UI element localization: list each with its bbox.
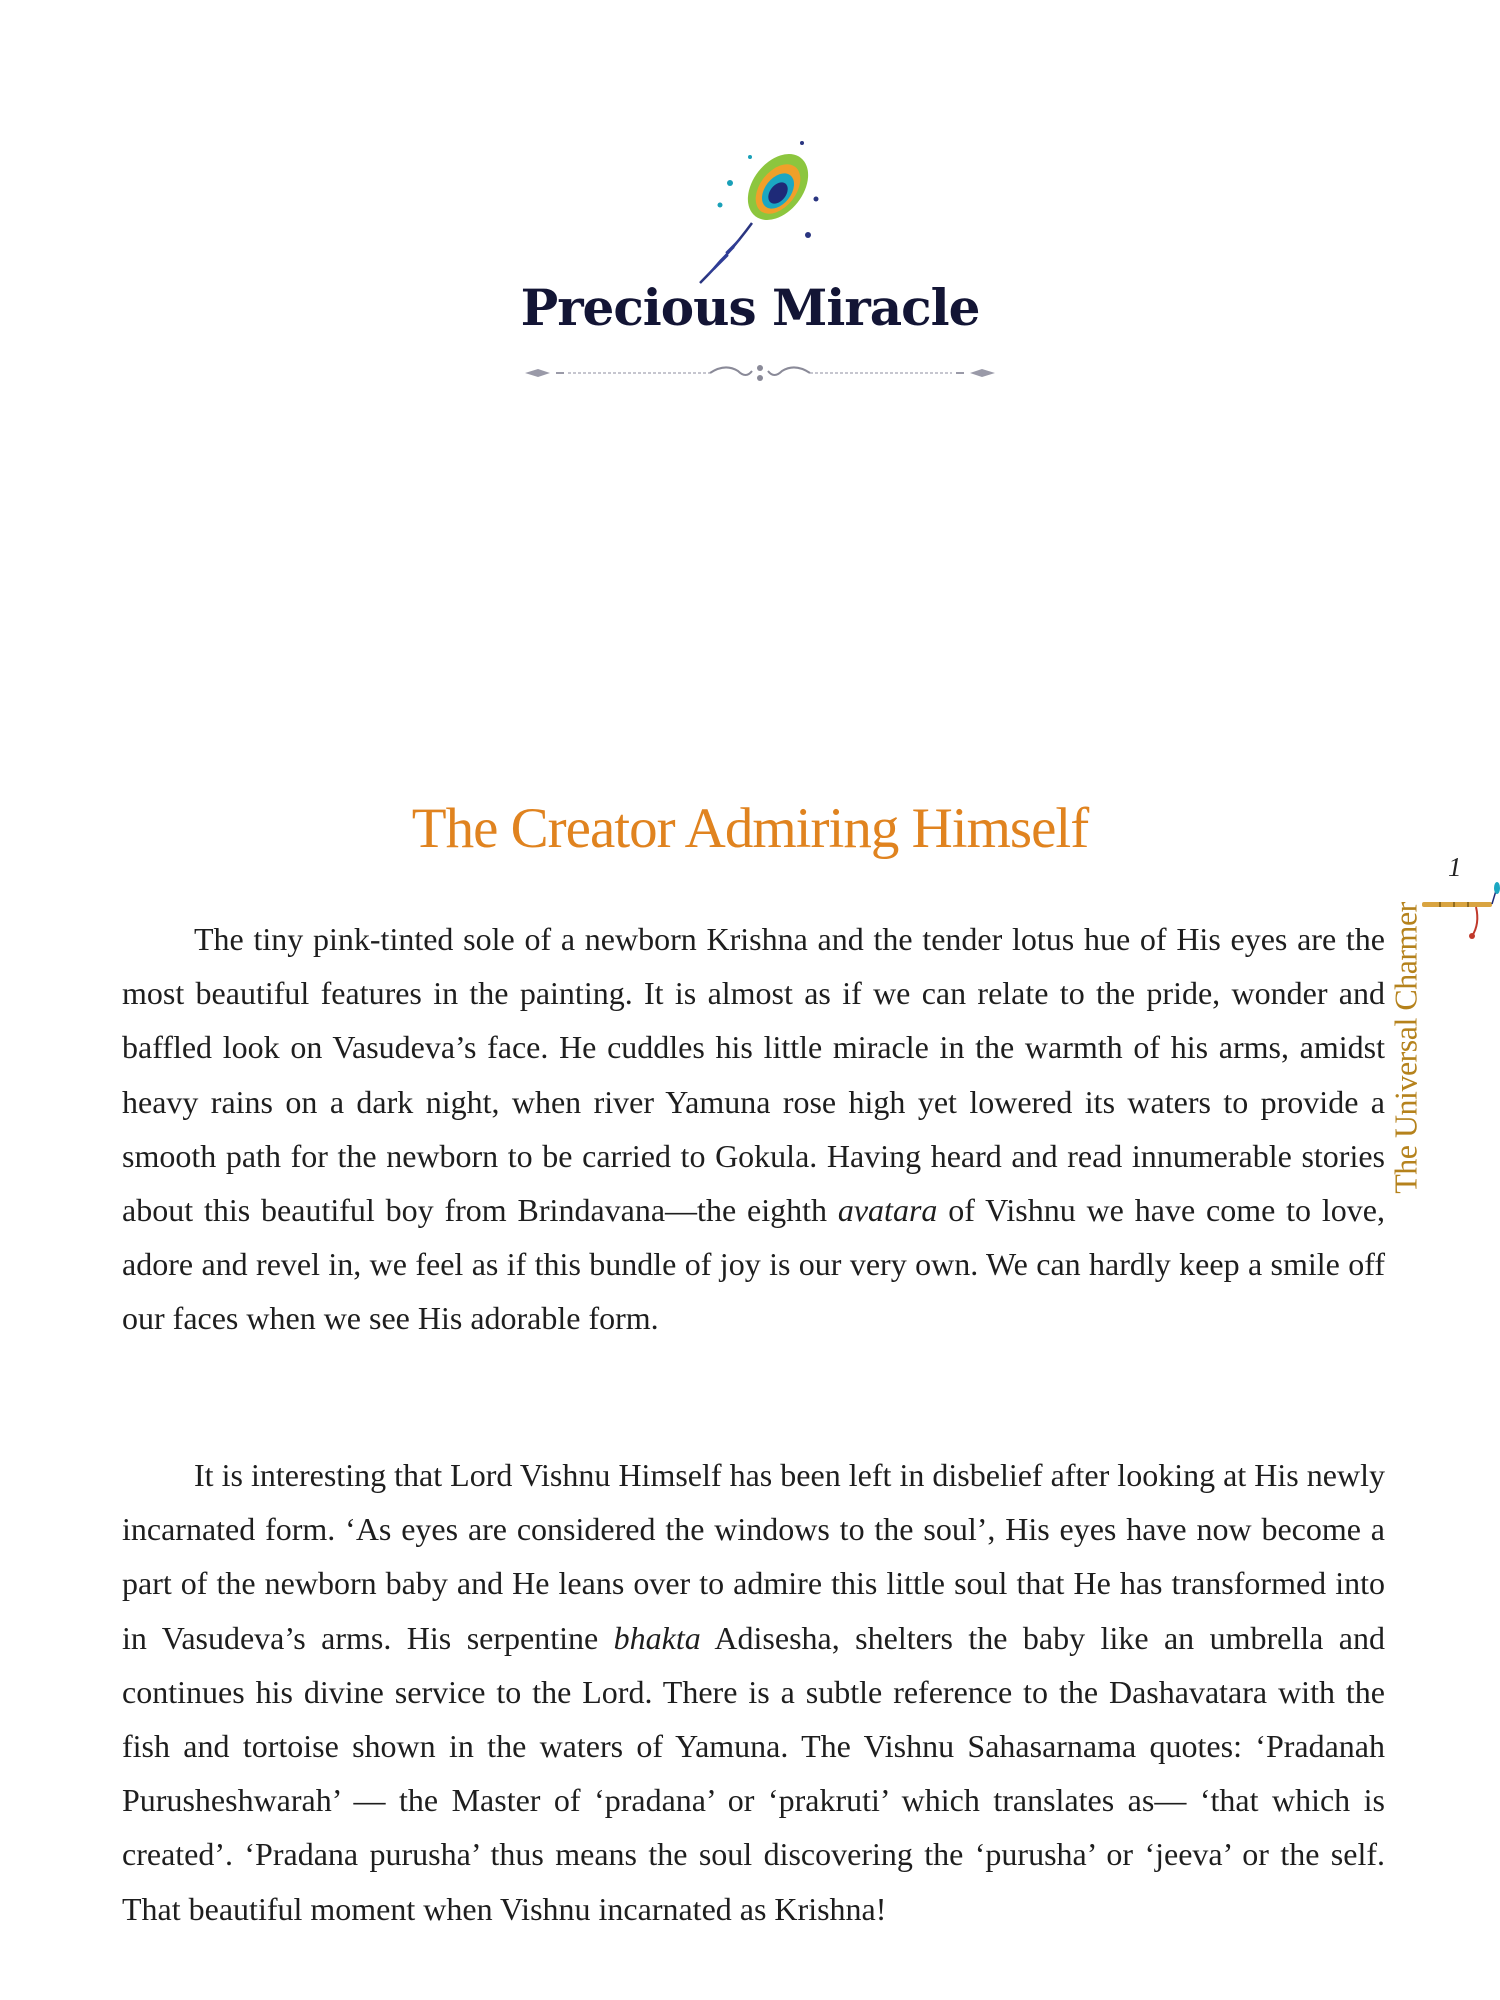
- p2-emphasis: bhakta: [613, 1619, 701, 1656]
- body-paragraph-1: [122, 912, 1385, 1346]
- p2-text-b: Adisesha, shelters the baby like an umbrella and continues his divine service to the Lord. There is a subtle reference to the Dashavatara with the fish and tortoise shown in the waters of Yamuna. The Vishnu Sahasarnama quotes: ‘Pradanah Purusheshwarah’ — the Master of ‘pradana’ or ‘prakruti’ which translates as— ‘that which is created’. ‘Pradana purusha’ thus means the soul discovering the ‘purusha’ or ‘jeeva’ or the self. That beautiful moment when Vishnu incarnated as Krishna!: [122, 1619, 1386, 1927]
- flute-icon: [1420, 880, 1500, 940]
- ornamental-divider: [520, 360, 1000, 386]
- page-number: 1: [1448, 852, 1462, 882]
- p1-emphasis: avatara: [837, 1192, 938, 1229]
- chapter-title: Precious Miracle: [520, 278, 980, 337]
- p2-text-a: It is interesting that Lord Vishnu Himself has been left in disbelief after looking at His newly incarnated form. ‘As eyes are considered the windows to the soul’, His eyes have now become a part of the newborn baby and He leans over to admire this little soul that He has transformed into in Vasudeva’s arms. His serpentine: [122, 1457, 1385, 1656]
- peacock-feather-icon: [690, 135, 830, 285]
- body-paragraph-2: [122, 1448, 1385, 1936]
- p1-text-a: The tiny pink-tinted sole of a newborn Krishna and the tender lotus hue of His eyes are the most beautiful features in the painting. It is almost as if we can relate to the pride, wonder and baffled look on Vasudeva’s face. He cuddles his little miracle in the warmth of his arms, amidst heavy rains on a dark night, when river Yamuna rose high yet lowered its waters to provide a smooth path for the newborn to be carried to Gokula. Having heard and read innumerable stories about this beautiful boy from Brindavana—the eighth: [122, 921, 1385, 1229]
- p1-text-b: of Vishnu we have come to love, adore and revel in, we feel as if this bundle of joy is our very own. We can hardly keep a smile off our faces when we see His adorable form.: [122, 1192, 1386, 1337]
- section-title: The Creator Admiring Himself: [411, 797, 1089, 860]
- running-title: The Universal Charmer: [1387, 902, 1424, 1194]
